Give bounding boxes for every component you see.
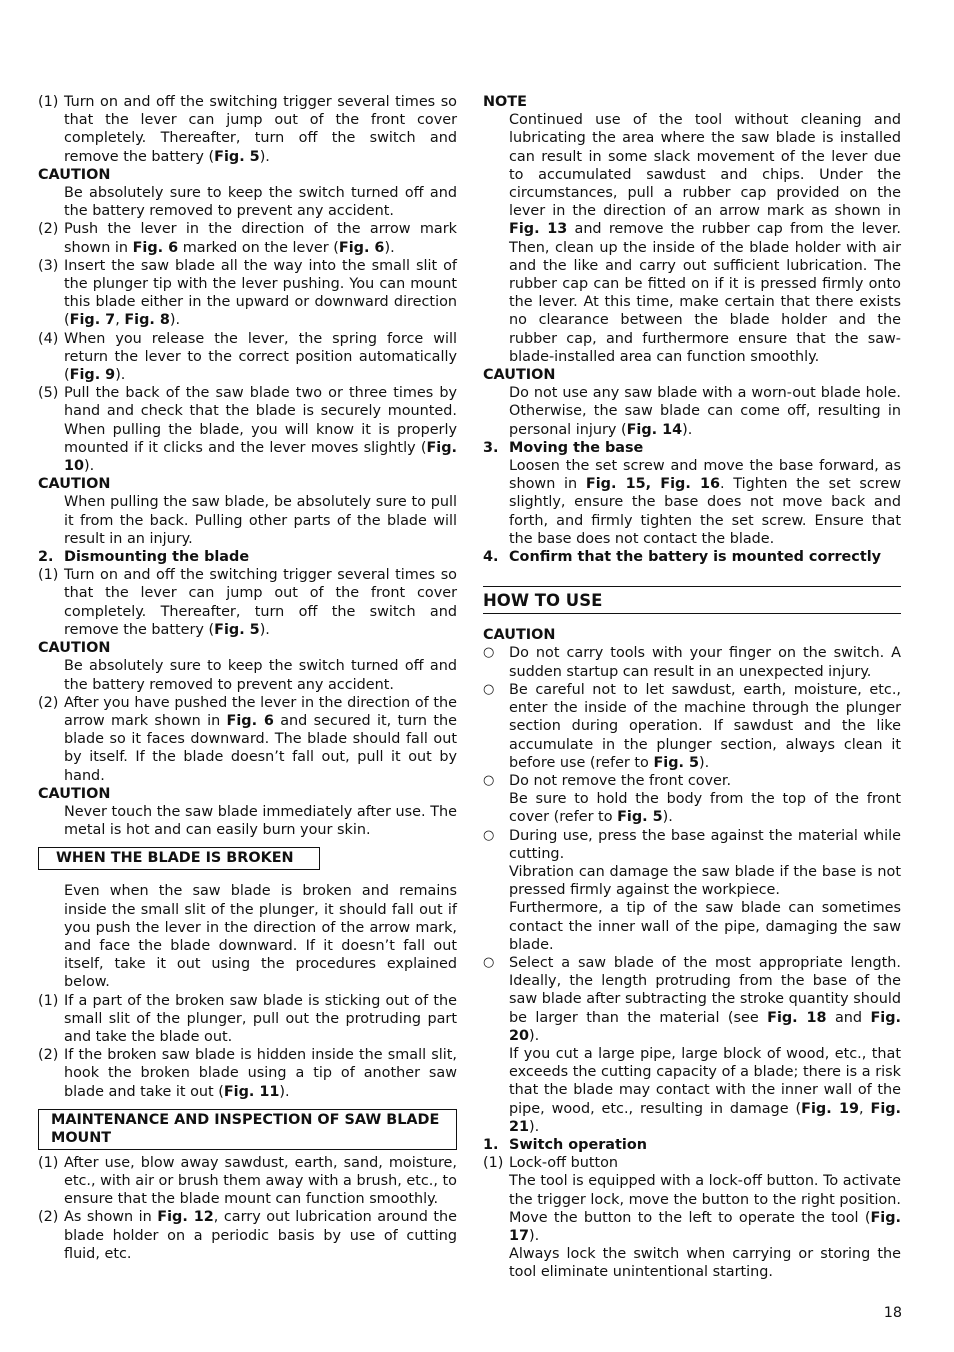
caution-bullet-4-detail: Vibration can damage the saw blade if the base is not pressed firmly against the workpiece. [509, 863, 901, 899]
maintenance-step-1: (1) After use, blow away sawdust, earth, sand, moisture, etc., with air or brush them away with a brush, etc., to ensure that the blade mount can function smoothly. [38, 1154, 457, 1208]
caution-label: CAUTION [483, 367, 556, 384]
caution-bullet-1: ○ Do not carry tools with your finger on the switch. A sudden startup can result in an unexpected injury. [483, 645, 901, 680]
maintenance-step-2: (2) As shown in Fig. 12, carry out lubrication around the blade holder on a periodic basis by use of cutting fluid, etc. [38, 1209, 457, 1262]
page-number: 18 [883, 1305, 902, 1321]
right-column [483, 93, 901, 1282]
note-label: NOTE [483, 94, 527, 110]
broken-blade-intro: Even when the saw blade is broken and remains inside the small slit of the plunger, it should fall out if you push the lever in the direction of the arrow mark, and face the blade downward. If it doesn’t fall out itself, take it out using the procedures explained below. [64, 883, 457, 991]
caution-text: When pulling the saw blade, be absolutely sure to pull it from the back. Pulling other parts of the blade will result in an injury. [64, 494, 457, 547]
how-to-use-heading: HOW TO USE [483, 586, 901, 614]
caution-text: Be absolutely sure to keep the switch turned off and the battery removed to prevent any accident. [64, 185, 457, 220]
caution-label: CAUTION [38, 166, 111, 183]
caution-bullet-2: ○ Be careful not to let sawdust, earth, moisture, etc., enter the inside of the machine through the plunger section during operation. If sawdust and the like accumulate in the plunger section, always clean it before use (refer to Fig. 5). [483, 681, 901, 771]
caution-bullet-4: ○ During use, press the base against the material while cutting. [483, 827, 901, 862]
section-heading-switch-operation: 1. Switch operation [483, 1136, 647, 1153]
section-heading-battery: 4. Confirm that the battery is mounted correctly [483, 549, 882, 566]
caution-text: Never touch the saw blade immediately after use. The metal is hot and can easily burn your skin. [64, 803, 457, 839]
dismount-step-1: (1) Turn on and off the switching trigger several times so that the lever can jump out of the front cover completely. Thereafter, turn off the switch and remove the battery (Fig. 5). [38, 567, 457, 638]
circle-bullet-icon: ○ [483, 681, 495, 697]
broken-step-2: (2) If the broken saw blade is hidden inside the small slit, hook the broken blade using a tip of another saw blade and take it out (Fig. 11). [38, 1047, 457, 1100]
caution-bullet-5: ○ Select a saw blade of the most appropriate length. Ideally, the length protruding from the base of the saw blade after subtracting the stroke quantity should be larger than the material (see Fig. 18 and Fig. 20). [483, 954, 901, 1044]
mount-step-5: (5) Pull the back of the saw blade two or three times by hand and check that the blade is securely mounted. When pulling the blade, you will know it is properly mounted if it clicks and the lever moves slightly (Fig. 10). [38, 385, 457, 475]
mount-step-4: (4) When you release the lever, the spring force will return the lever to the correct position automatically (Fig. 9). [38, 330, 457, 384]
mount-step-1: (1) Turn on and off the switching trigger several times so that the lever can jump out of the front cover completely. Thereafter, turn off the switch and remove the battery (Fig. 5). [38, 94, 457, 165]
mount-step-3: (3) Insert the saw blade all the way into the small slit of the plunger tip with the lever pushing. You can mount this blade either in the upward or downward direction (Fig. 7, Fig. 8). [38, 257, 457, 329]
broken-blade-heading: WHEN THE BLADE IS BROKEN [38, 847, 320, 870]
caution-label: CAUTION [38, 476, 111, 493]
caution-bullet-3: ○ Do not remove the front cover. [483, 772, 732, 789]
caution-label: CAUTION [483, 627, 556, 644]
caution-bullet-3-detail: Be sure to hold the body from the top of the front cover (refer to Fig. 5). [509, 791, 901, 826]
caution-text: Be absolutely sure to keep the switch turned off and the battery removed to prevent any accident. [64, 658, 457, 693]
caution-label: CAUTION [38, 640, 111, 657]
dismount-step-2: (2) After you have pushed the lever in the direction of the arrow mark shown in Fig. 6 and secured it, turn the blade so it faces downward. The blade should fall out by itself. If the blade doesn’t fall out, pull it out by hand. [38, 694, 457, 784]
lock-off-text: The tool is equipped with a lock-off button. To activate the trigger lock, move the button to the right position. Move the button to the left to operate the tool (Fig. 17). [509, 1173, 902, 1244]
mount-step-2: (2) Push the lever in the direction of the arrow mark shown in Fig. 6 marked on the lever (Fig. 6). [38, 221, 457, 256]
circle-bullet-icon: ○ [483, 827, 495, 843]
broken-step-1: (1) If a part of the broken saw blade is sticking out of the small slit of the plunger, pull out the protruding part and take the blade out. [38, 992, 457, 1045]
moving-base-text: Loosen the set screw and move the base forward, as shown in Fig. 15, Fig. 16. Tighten the set screw slightly, ensure the base does not move back and forth, and firmly tighten the set screw. Ensure that the base does not contact the blade. [509, 458, 901, 547]
caution-bullet-5-detail: If you cut a large pipe, large block of wood, etc., that exceeds the cutting capacity of a blade; there is a risk that the blade may contact with the inner wall of the pipe, wood, etc., resulting in damage (Fig. 19, Fig. 21). [509, 1045, 902, 1135]
caution-label: CAUTION [38, 785, 111, 802]
lock-off-text: Always lock the switch when carrying or storing the tool eliminate unintentional starting. [509, 1246, 901, 1281]
maintenance-heading: MAINTENANCE AND INSPECTION OF SAW BLADE MOUNT [38, 1109, 457, 1150]
section-heading-moving-base: 3. Moving the base [483, 439, 644, 456]
caution-text: Do not use any saw blade with a worn-out blade hole. Otherwise, the saw blade can come off, resulting in personal injury (Fig. 14). [509, 385, 901, 438]
circle-bullet-icon: ○ [483, 772, 495, 788]
switch-step-1: (1) Lock-off button [483, 1155, 619, 1172]
left-column [38, 93, 457, 1263]
circle-bullet-icon: ○ [483, 954, 495, 970]
section-heading-dismounting: 2. Dismounting the blade [38, 549, 250, 566]
circle-bullet-icon: ○ [483, 645, 495, 661]
caution-bullet-4-detail: Furthermore, a tip of the saw blade can sometimes contact the inner wall of the pipe, damaging the saw blade. [509, 900, 901, 953]
note-text: Continued use of the tool without cleaning and lubricating the area where the saw blade is installed can result in some slack movement of the lever due to accumulated sawdust and chips. Under the circumstances, pull a rubber cap provided on the lever in the direction of an arrow mark as shown in Fig. 13 and remove the rubber cap from the lever. Then, clean up the inside of the blade holder with air and the like and carry out sufficient lubrication. The rubber cap can be fitted on if it is pressed firmly onto the lever. At this time, make certain that there exists no clearance between the blade holder and the rubber cap, and furthermore ensure that the saw-blade-installed area can function smoothly. [509, 112, 901, 365]
